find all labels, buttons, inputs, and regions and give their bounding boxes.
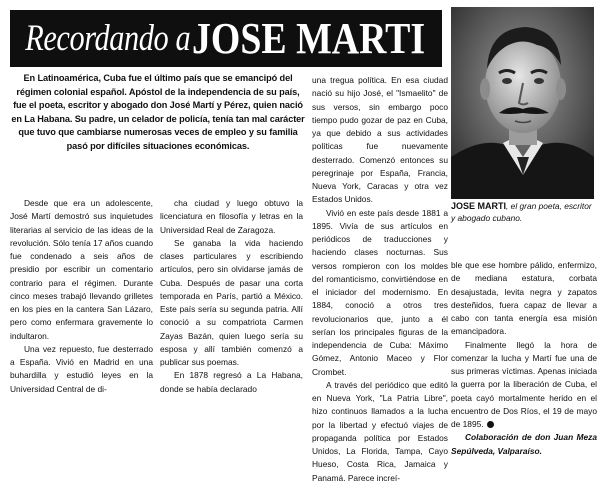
paragraph: ble que ese hombre pálido, enfermizo, de mediana estatura, corbata desajustada, levita negra y zapatos desteñidos, fuera capaz de llevar a cabo con tanta energía esa misión emancipadora. [451,260,597,337]
caption-text: , el gran poeta, escritor y abogado cubano. [451,201,592,223]
paragraph: cha ciudad y luego obtuvo la licenciatura en filosofía y letras en la Universidad Real de Zaragoza. [160,198,303,235]
article-column-3 [312,74,448,485]
headline-prefix: Recordando a [24,18,190,59]
photo-caption [451,201,597,224]
closing-text: Finalmente llegó la hora de comenzar la lucha y Martí fue una de sus primeras víctimas. Apenas iniciada la guerra por la liberación de Cuba, el poeta cayó mortalmente herido en el encuentro de Dos Ríos, el 19 de mayo de 1895. [451,339,597,429]
paragraph: En 1878 regresó a La Habana, donde se había declarado [160,370,303,394]
marti-portrait [451,7,594,199]
article-column-2 [160,197,303,396]
paragraph: Se ganaba la vida haciendo clases particulares y escribiendo artículos, pero sin olvidarse jamás de Cuba. Después de pasar una corta temporada en París, partió a México. Este país sería su segunda patria. Allí conoció a su compatriota Carmen Zayas Bazán, quien luego sería su esposa y allí también comenzó a publicar sus poemas. [160,237,303,367]
article-column-1 [10,197,153,396]
paragraph: una tregua política. En esa ciudad nació su hijo José, el "Ismaelito" de sus versos, sin embargo poco tiempo pudo gozar de paz en Cuba, ya que debido a sus actividades políticas fue nuevamente desterrado. Comenzó entonces su peregrinaje por España, Francia, Nueva York, Caracas y otra vez Estados Unidos. [312,75,448,205]
end-bullet-icon [487,421,494,428]
paragraph: Una vez repuesto, fue desterrado a España. Vivió en Madrid en una buhardilla y estudió leyes en la Universidad Central de di- [10,343,153,394]
headline-name: JOSE MARTI [192,14,426,63]
contributor-credit: Colaboración de don Juan Meza Sepúlveda, Valparaíso. [451,432,597,456]
paragraph: A través del periódico que editó en Nueva York, "La Patria Libre", hizo continuos llamados a la lucha por la libertad y efectuó viajes de propaganda política por Estados Unidos, La Florida, Tampa, Cayo Hueso, Costa Rica, Jamaica y Panamá. Parece increí- [312,379,448,483]
caption-name: JOSE MARTI [451,201,507,211]
paragraph: Vivió en este país desde 1881 a 1895. Vivía de sus artículos en periódicos de traducciones y haciendo clases nocturnas. Sus versos rompieron con los moldes del romanticismo, convirtiéndose en el iniciador del modernismo. En 1884, conoció a otros tres revolucionarios que, junto a él serían los principales figuras de la independencia de Cuba: Máximo Gómez, Antonio Maceo y Flor Crombet. [312,207,448,377]
paragraph: Desde que era un adolescente, José Martí demostró sus inquietudes literarias al servicio de las ideas de la revolución. Sólo tenía 17 años cuando fue condenado a seis años de presidio por escribir un comentario contrario para el régimen. Durante cinco meses trabajó llevando grilletes en los pies en la cantera San Lázaro, pero como enfermara gravemente lo indultaron. [10,198,153,341]
portrait-illustration [451,7,594,199]
headline-banner [10,10,442,67]
intro-paragraph: En Latinoamérica, Cuba fue el último país que se emancipó del régimen colonial español. Apóstol de la independencia de su país, fue el poeta, escritor y abogado don José Martí y Pérez, quien nació en La Habana. Su padre, un celador de policía, tenía tan mal carácter que tuvo que cambiarse numerosas veces de empleo y su familia pasó por difíciles situaciones económicas. [11,73,305,151]
closing-paragraph [451,339,597,432]
